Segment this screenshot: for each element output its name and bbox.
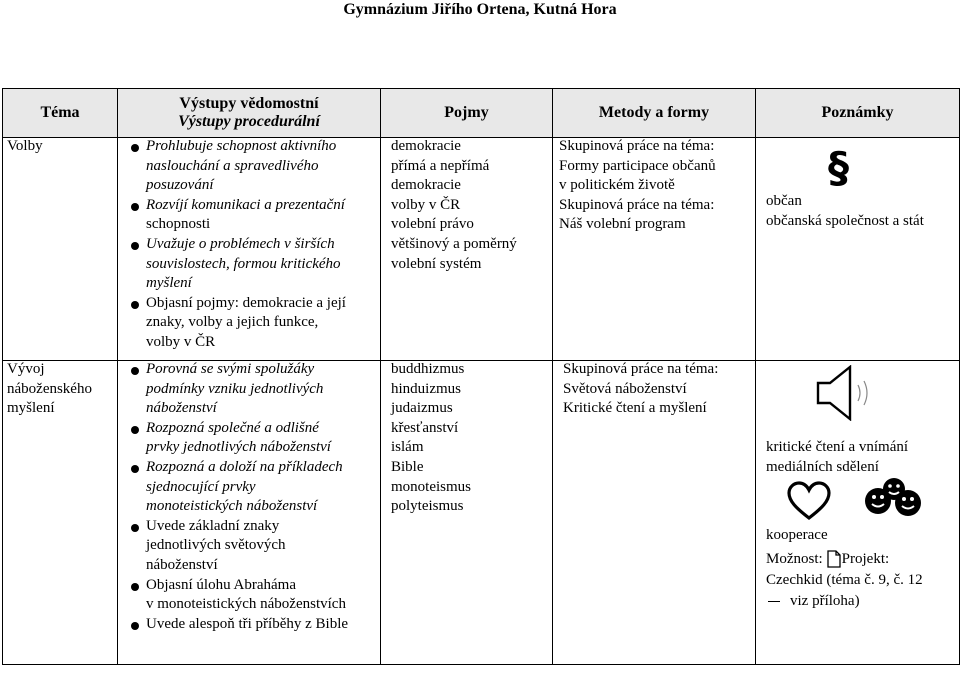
moznost-label: Možnost: <box>766 551 823 567</box>
cell-tema <box>3 361 118 665</box>
header-tema: Téma <box>3 89 118 138</box>
curriculum-table <box>2 88 960 665</box>
paragraph-icon: § <box>828 143 849 192</box>
header-row <box>3 89 960 138</box>
list-item: Objasní úlohu Abraháma v monoteistických náboženstvích <box>130 576 380 615</box>
list-item: Rozvíjí komunikaci a prezentační schopnosti <box>130 196 380 235</box>
people-cooperation-icon <box>862 477 924 519</box>
list-item: Prohlubuje schopnost aktivního naslouchání a spravedlivého posuzování <box>130 137 380 196</box>
tema-text: Volby <box>7 138 43 154</box>
projekt-line: Czechkid (téma č. 9, č. 12 <box>766 572 923 588</box>
poznamky-line: občanská společnost a stát <box>766 212 924 229</box>
table-row <box>3 138 960 361</box>
document-title: Gymnázium Jiřího Ortena, Kutná Hora <box>343 1 617 18</box>
cell-metody <box>553 138 756 361</box>
metody-list: Skupinová práce na téma: Formy participace občanů v politickém životě Skupinová práce na téma: Náš volební program <box>559 138 716 233</box>
tema-text: Vývoj náboženského myšlení <box>7 361 92 417</box>
cell-poznamky <box>756 138 960 361</box>
header-vystupy-line2: Výstupy procedurální <box>178 113 320 130</box>
dash-marker <box>768 601 780 602</box>
speaker-icon <box>814 365 876 421</box>
cell-metody <box>553 361 756 665</box>
header-poznamky: Poznámky <box>756 89 960 138</box>
kooperace-label: kooperace <box>766 527 828 543</box>
header-pojmy: Pojmy <box>381 89 553 138</box>
metody-list: Skupinová práce na téma: Světová náboženství Kritické čtení a myšlení <box>563 361 719 417</box>
cell-poznamky <box>756 361 960 665</box>
cell-tema <box>3 138 118 361</box>
projekt-label: Projekt: <box>841 551 890 567</box>
list-item: Rozpozná a doloží na příkladech sjednocující prvky monoteistických náboženství <box>130 458 380 517</box>
list-item: Porovná se svými spolužáky podmínky vzniku jednotlivých náboženství <box>130 360 380 419</box>
header-metody: Metody a formy <box>553 89 756 138</box>
list-item: Uvede alespoň tři příběhy z Bible <box>130 615 380 635</box>
document-icon <box>827 550 841 568</box>
pojmy-list: demokracie přímá a nepřímá demokracie volby v ČR volební právo většinový a poměrný volební systém <box>391 138 517 272</box>
cell-vystupy <box>118 138 381 361</box>
header-vystupy-line1: Výstupy vědomostní <box>179 95 319 112</box>
cell-pojmy <box>381 361 553 665</box>
poznamky-line: občan <box>766 193 802 209</box>
list-item: Uvažuje o problémech v širších souvislostech, formou kritického myšlení <box>130 235 380 294</box>
list-item: Rozpozná společné a odlišné prvky jednotlivých náboženství <box>130 419 380 458</box>
list-item: Uvede základní znaky jednotlivých světových náboženství <box>130 517 380 576</box>
vystupy-list <box>130 360 380 634</box>
table-row <box>3 361 960 665</box>
pojmy-list: buddhizmus hinduizmus judaizmus křesťanství islám Bible monoteismus polyteismus <box>391 361 472 515</box>
media-note: kritické čtení a vnímání mediálních sdělení <box>766 439 909 475</box>
header-vystupy <box>118 89 381 138</box>
projekt-note <box>766 549 956 612</box>
vystupy-list <box>130 137 380 353</box>
heart-icon <box>786 481 832 521</box>
list-item: Objasní pojmy: demokracie a její znaky, volby a jejich funkce, volby v ČR <box>130 294 380 353</box>
projekt-line: viz příloha) <box>790 593 860 609</box>
cell-vystupy <box>118 361 381 665</box>
cell-pojmy <box>381 138 553 361</box>
